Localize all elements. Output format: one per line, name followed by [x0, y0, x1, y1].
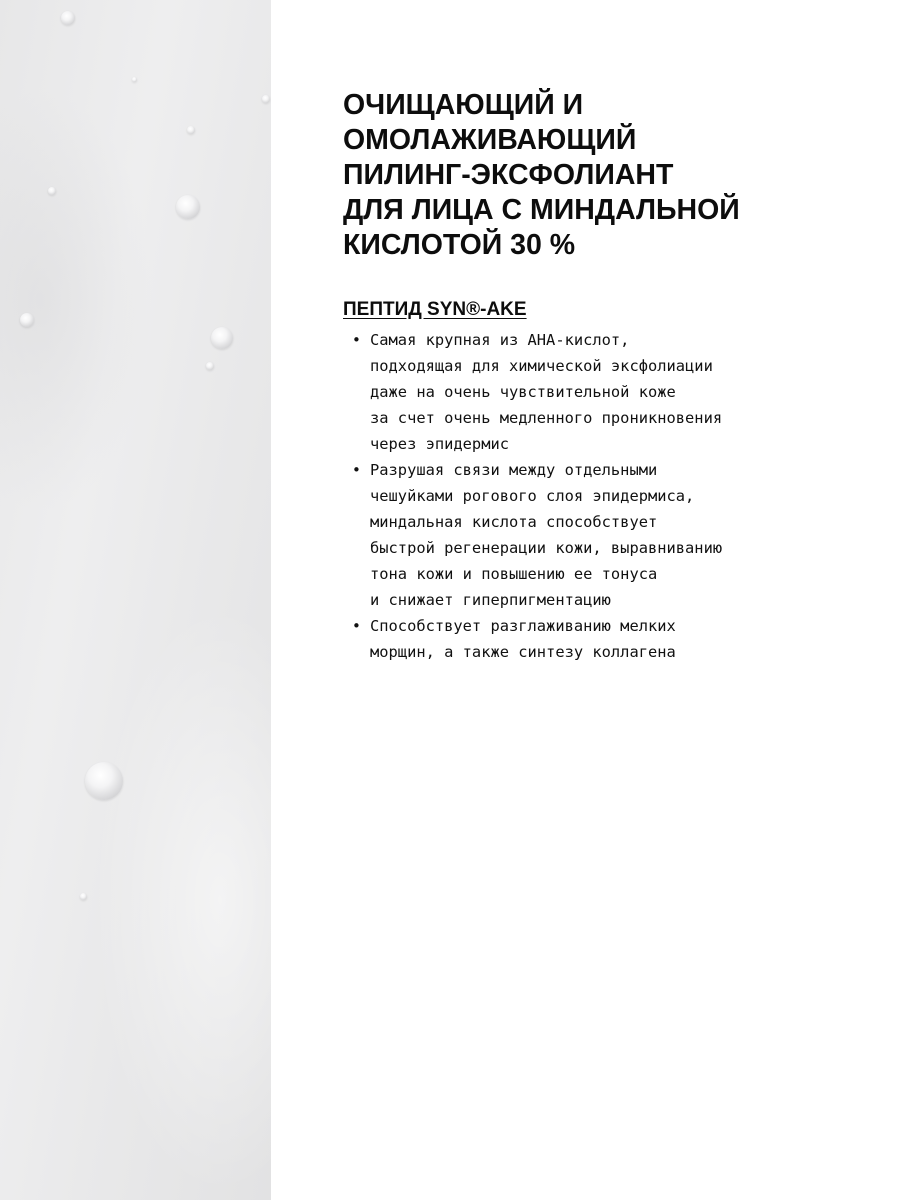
list-item — [343, 613, 863, 665]
list-item-line: быстрой регенерации кожи, выравниванию — [370, 539, 723, 557]
list-item-line: морщин, а также синтезу коллагена — [370, 643, 676, 661]
water-droplet — [211, 327, 233, 349]
list-item-line: чешуйками рогового слоя эпидермиса, — [370, 487, 695, 505]
water-droplet — [80, 893, 87, 900]
water-droplet — [262, 95, 270, 103]
list-item-line: • Самая крупная из АНА-кислот, — [370, 331, 630, 349]
product-title — [343, 88, 863, 263]
water-droplet — [206, 362, 214, 370]
list-item-line: миндальная кислота способствует — [370, 513, 658, 531]
list-item-line: и снижает гиперпигментацию — [370, 591, 611, 609]
list-item — [343, 457, 863, 613]
section-heading: ПЕПТИД SYN®-AKE — [343, 299, 527, 320]
water-droplet — [20, 313, 34, 327]
list-item-line: • Разрушая связи между отдельными — [370, 461, 658, 479]
title-line: ОЧИЩАЮЩИЙ И — [343, 89, 584, 121]
water-droplet — [85, 762, 123, 800]
list-item-line: за счет очень медленного проникновения — [370, 409, 723, 427]
benefits-list — [343, 327, 863, 665]
list-item — [343, 327, 863, 457]
list-item-line: даже на очень чувствительной коже — [370, 383, 676, 401]
water-droplet — [176, 195, 200, 219]
title-line: ПИЛИНГ-ЭКСФОЛИАНТ — [343, 159, 674, 191]
water-droplet — [132, 77, 137, 82]
title-line: КИСЛОТОЙ 30 % — [343, 229, 576, 261]
list-item-line: через эпидермис — [370, 435, 509, 453]
text-content — [343, 88, 863, 665]
title-line: ОМОЛАЖИВАЮЩИЙ — [343, 124, 637, 156]
list-item-line: • Способствует разглаживанию мелких — [370, 617, 676, 635]
title-line: ДЛЯ ЛИЦА С МИНДАЛЬНОЙ — [343, 194, 740, 226]
product-texture-image — [0, 0, 271, 1200]
water-droplet — [61, 11, 75, 25]
list-item-line: тона кожи и повышению ее тонуса — [370, 565, 658, 583]
list-item-line: подходящая для химической эксфолиации — [370, 357, 713, 375]
water-droplet — [187, 126, 195, 134]
water-droplet — [48, 187, 56, 195]
